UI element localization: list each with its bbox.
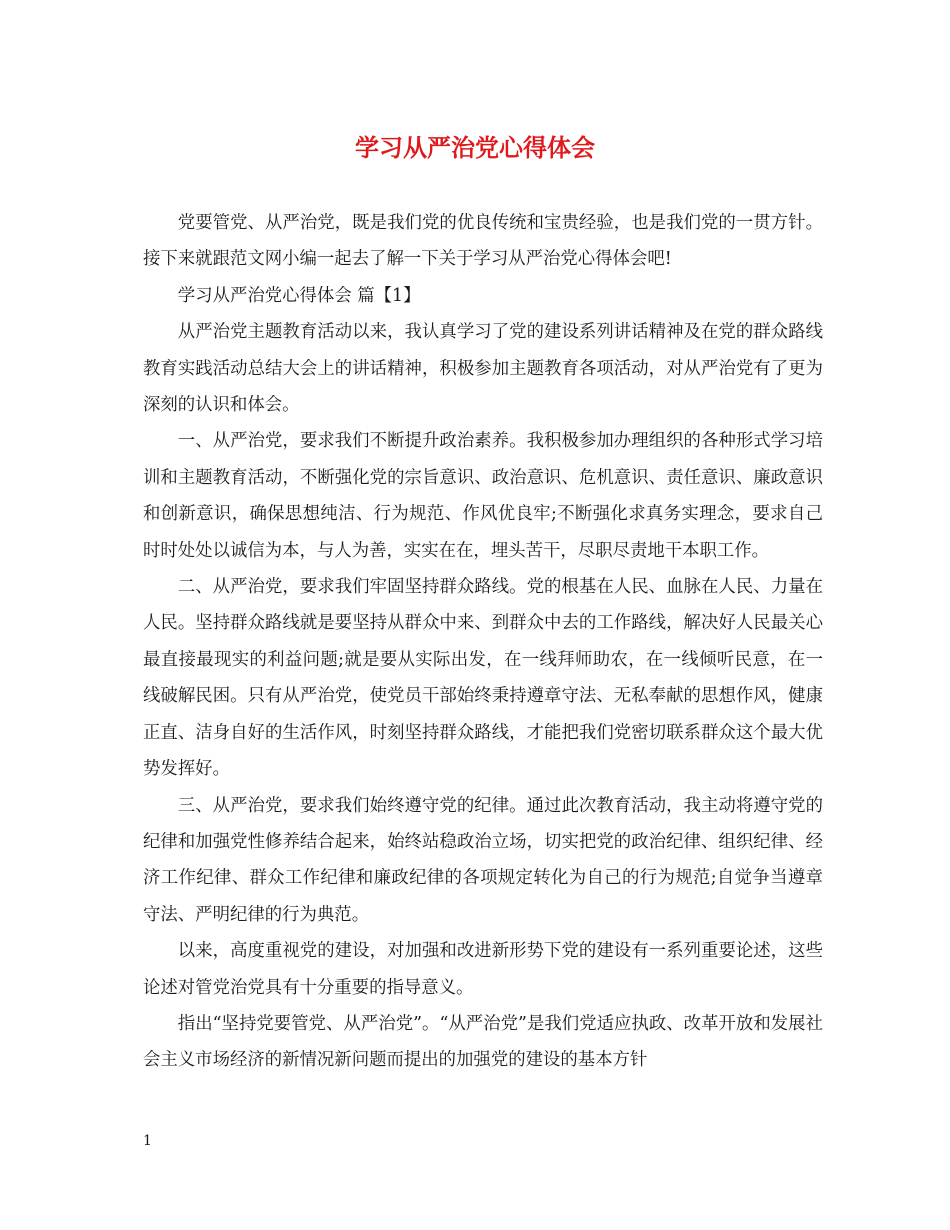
section-heading: 学习从严治党心得体会 篇【1】 bbox=[177, 285, 421, 306]
body-paragraph: 二、从严治党，要求我们牢固坚持群众路线。党的根基在人民、血脉在人民、力量在人民。坚持群众路线就是要坚持从群众中来、到群众中去的工作路线，解决好人民最关心最直接最现实的利益问题;就是要从实际出发，在一线拜师助农，在一线倾听民意，在一线破解民困。只有从严治党，使党员干部始终秉持遵章守法、无私奉献的思想作风，健康正直、洁身自好的生活作风，时刻坚持群众路线，才能把我们党密切联系群众这个最大优势发挥好。 bbox=[143, 577, 823, 780]
intro-paragraph: 党要管党、从严治党，既是我们党的优良传统和宝贵经验，也是我们党的一贯方针。接下来就跟范文网小编一起去了解一下关于学习从严治党心得体会吧! bbox=[143, 213, 823, 270]
body-paragraph: 以来，高度重视党的建设，对加强和改进新形势下党的建设有一系列重要论述，这些论述对管党治党具有十分重要的指导意义。 bbox=[143, 941, 823, 998]
page-number: 1 bbox=[143, 1133, 152, 1149]
body-paragraph: 一、从严治党，要求我们不断提升政治素养。我积极参加办理组织的各种形式学习培训和主题教育活动，不断强化党的宗旨意识、政治意识、危机意识、责任意识、廉政意识和创新意识，确保思想纯洁、行为规范、作风优良牢;不断强化求真务实理念，要求自己时时处处以诚信为本，与人为善，实实在在，埋头苦干，尽职尽责地干本职工作。 bbox=[143, 431, 823, 561]
body-paragraph: 从严治党主题教育活动以来，我认真学习了党的建设系列讲话精神及在党的群众路线教育实践活动总结大会上的讲话精神，积极参加主题教育各项活动，对从严治党有了更为深刻的认识和体会。 bbox=[143, 322, 823, 416]
body-paragraph: 指出“坚持党要管党、从严治党”。“从严治党”是我们党适应执政、改革开放和发展社会主义市场经济的新情况新问题而提出的加强党的建设的基本方针 bbox=[143, 1013, 823, 1071]
document-body bbox=[143, 205, 823, 1079]
document-title: 学习从严治党心得体会 bbox=[355, 133, 595, 162]
body-paragraph: 三、从严治党，要求我们始终遵守党的纪律。通过此次教育活动，我主动将遵守党的纪律和加强党性修养结合起来，始终站稳政治立场，切实把党的政治纪律、组织纪律、经济工作纪律、群众工作纪律和廉政纪律的各项规定转化为自己的行为规范;自觉争当遵章守法、严明纪律的行为典范。 bbox=[143, 795, 823, 925]
